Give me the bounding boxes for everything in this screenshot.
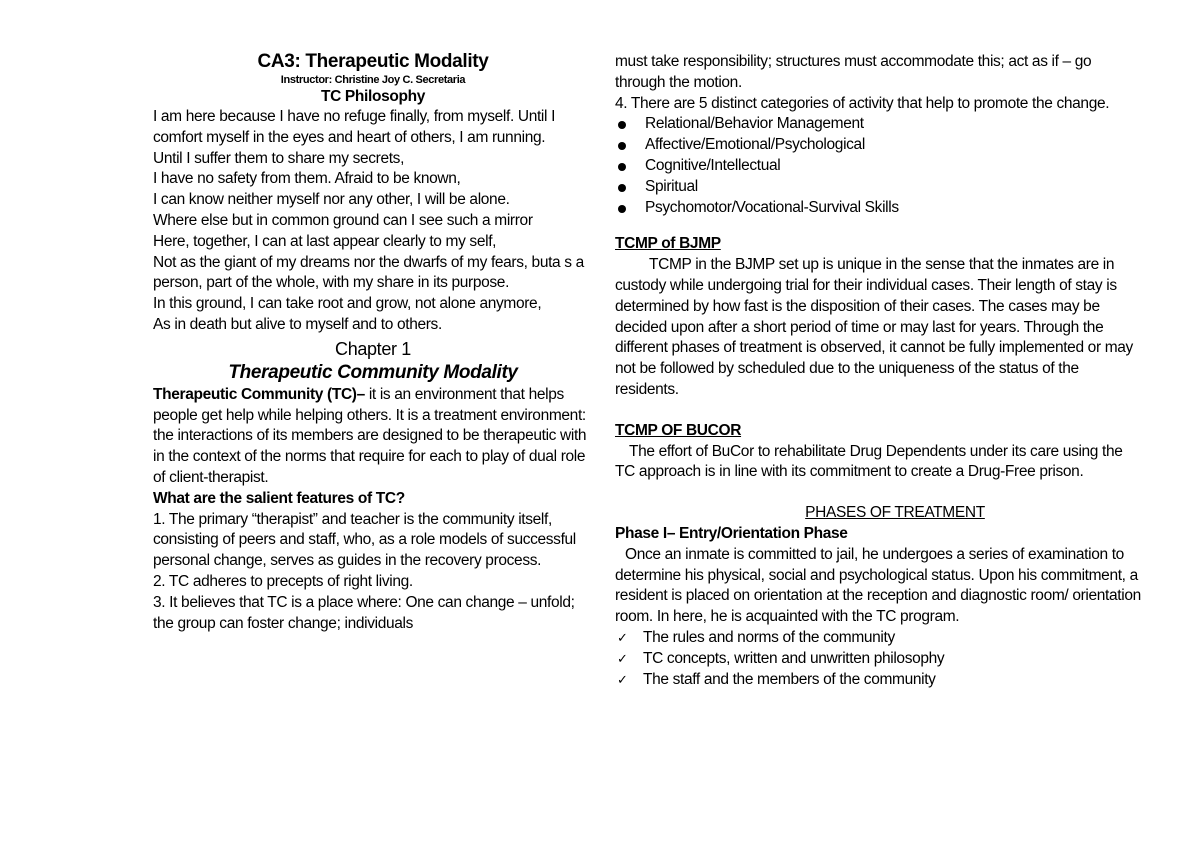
instructor-line: Instructor: Christine Joy C. Secretaria [280, 74, 466, 86]
poem-line: In this ground, I can take root and grow, not alone anymore, [153, 295, 542, 313]
category-list [615, 114, 1145, 218]
poem-line: Here, together, I can at last appear clearly to my self, [153, 232, 497, 250]
feature-item: 3. It believes that TC is a place where: One can change – unfold; the group can foster change; individuals [153, 593, 575, 632]
check-icon: ✓ [617, 671, 628, 687]
feature-continuation: must take responsibility; structures must accommodate this; act as if – go through the motion. [615, 53, 1092, 91]
feature-item: 2. TC adheres to precepts of right living. [153, 572, 413, 590]
tc-term: Therapeutic Community (TC)– [153, 385, 365, 403]
features-heading: What are the salient features of TC? [153, 489, 405, 507]
phases-heading: PHASES OF TREATMENT [805, 504, 985, 522]
chapter-number: Chapter 1 [335, 338, 411, 359]
category-item: Spiritual [615, 177, 1145, 198]
check-icon: ✓ [617, 650, 628, 666]
phase1-heading: Phase I– Entry/Orientation Phase [615, 524, 848, 542]
poem-line: I can know neither myself nor any other, I will be alone. [153, 191, 510, 209]
phase1-paragraph: Once an inmate is committed to jail, he undergoes a series of examination to determine his physical, social and psychological status. Upon his commitment, a resident is placed on orientation at the reception and diagnostic room/ orientation room. In here, he is acquainted with the TC program. [615, 545, 1141, 626]
left-column [153, 50, 593, 634]
phase1-item [615, 649, 1145, 670]
bucor-heading: TCMP OF BUCOR [615, 421, 742, 439]
phase1-item [615, 628, 1145, 649]
poem-line: As in death but alive to myself and to others. [153, 315, 442, 333]
phase1-item-text: The staff and the members of the community [643, 670, 936, 688]
phase1-item-text: TC concepts, written and unwritten philosophy [643, 649, 945, 667]
feature-item: 1. The primary “therapist” and teacher is the community itself, consisting of peers and staff, who, as a role models of successful personal change, serves as guides in the recovery process. [153, 510, 576, 570]
feature-item: 4. There are 5 distinct categories of activity that help to promote the change. [615, 94, 1110, 112]
category-item: Affective/Emotional/Psychological [615, 135, 1145, 156]
right-column [615, 52, 1145, 690]
poem-line: I am here because I have no refuge finally, from myself. Until I comfort myself in the eyes and heart of others, I am running. [153, 108, 556, 146]
document-title: CA3: Therapeutic Modality [257, 51, 489, 72]
poem-line: Until I suffer them to share my secrets, [153, 149, 405, 167]
philosophy-poem [153, 107, 593, 336]
category-item: Relational/Behavior Management [615, 114, 1145, 135]
bjmp-heading: TCMP of BJMP [615, 235, 721, 253]
bjmp-paragraph: TCMP in the BJMP set up is unique in the sense that the inmates are in custody while undergoing trial for their individual cases. Their length of stay is determined by how fast is the disposition of their cases. The cases may be decided upon after a short period of time or may last for years. Through the different phases of treatment is observed, it cannot be fully implemented or may not be followed by scheduled due to the uniqueness of the status of the residents. [615, 256, 1133, 398]
phase1-item-text: The rules and norms of the community [643, 628, 895, 646]
tc-definition [153, 385, 593, 489]
poem-line: I have no safety from them. Afraid to be known, [153, 170, 461, 188]
philosophy-heading: TC Philosophy [321, 88, 425, 105]
phase1-list [615, 628, 1145, 690]
category-item: Cognitive/Intellectual [615, 156, 1145, 177]
poem-line: Not as the giant of my dreams nor the dwarfs of my fears, buta s a person, part of the whole, with my share in its purpose. [153, 253, 584, 292]
category-item: Psychomotor/Vocational-Survival Skills [615, 198, 1145, 219]
check-icon: ✓ [617, 629, 628, 645]
tc-definition-text: it is an environment that helps people get help while helping others. It is a treatment environment: the interactions of its members are designed to be therapeutic with in the context of the norms that require for each to play of dual role of client-therapist. [153, 385, 587, 486]
chapter-title: Therapeutic Community Modality [228, 361, 518, 383]
bucor-paragraph: The effort of BuCor to rehabilitate Drug Dependents under its care using the TC approach is in line with its commitment to create a Drug-Free prison. [615, 442, 1123, 481]
poem-line: Where else but in common ground can I see such a mirror [153, 211, 533, 229]
phase1-item [615, 670, 1145, 691]
